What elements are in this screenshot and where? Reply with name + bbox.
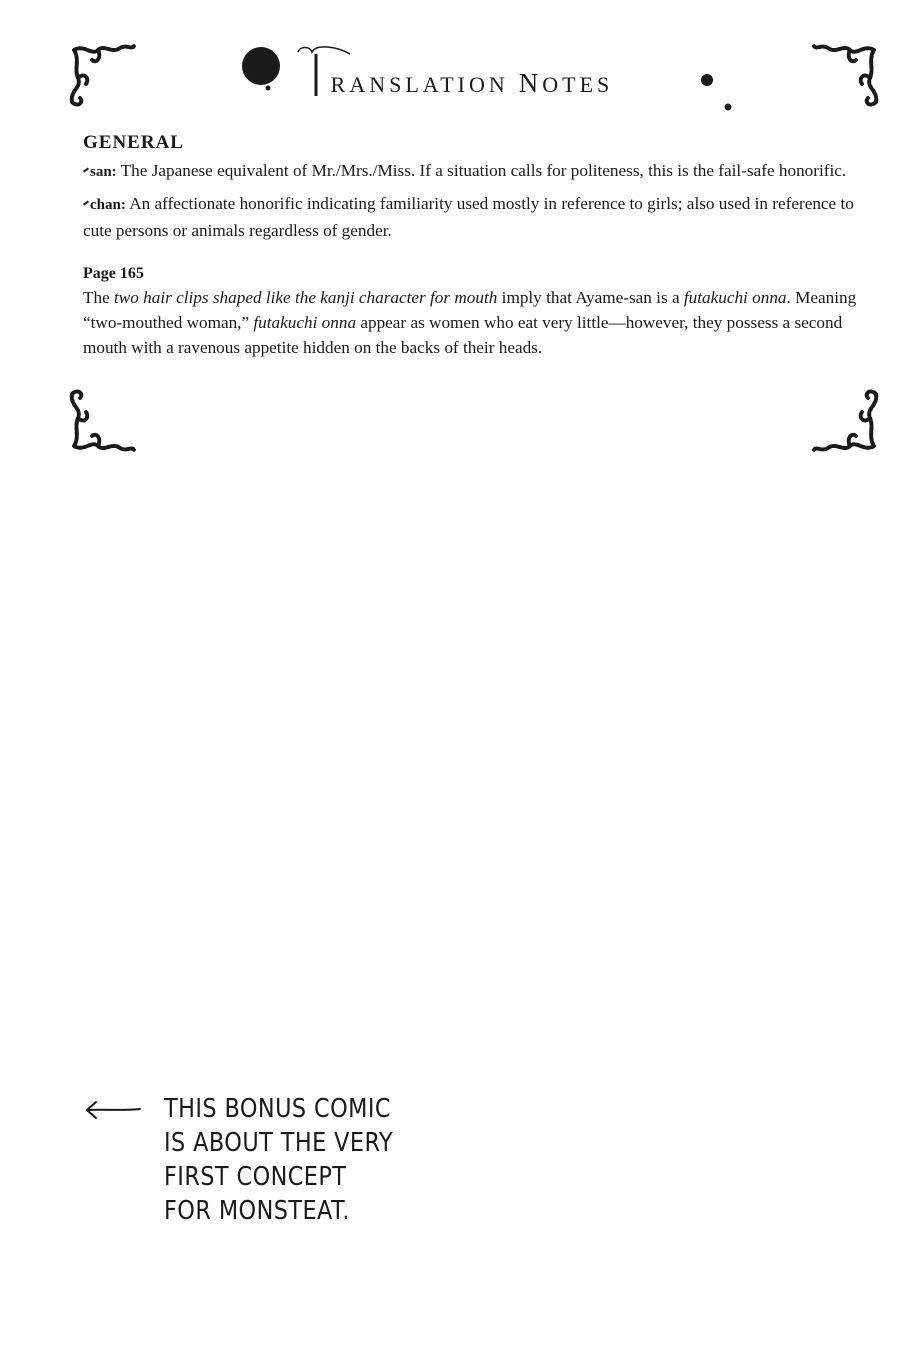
left-arrow-icon <box>84 1100 144 1120</box>
section-heading-general: GENERAL <box>83 132 184 153</box>
bonus-line: FIRST CONCEPT <box>164 1162 347 1192</box>
note-chan <box>83 191 873 243</box>
page-title <box>240 40 740 120</box>
term-san: san: <box>90 164 117 180</box>
note-text: . Meaning “two-mouthed woman,” <box>83 288 857 332</box>
dash-icon <box>83 201 89 206</box>
note-text: appear as women who eat very little—however, they possess a second mouth with a ravenous appetite hidden on the backs of their heads. <box>83 313 843 357</box>
title-text <box>312 68 613 99</box>
note-page-165 <box>83 285 873 360</box>
bonus-comic-text <box>164 1092 413 1228</box>
page-165-label: Page 165 <box>83 265 144 282</box>
note-text: The <box>83 288 115 307</box>
notes-body <box>83 132 873 366</box>
corner-flourish-bottom-left <box>68 384 138 454</box>
note-chan-text: An affectionate honorific indicating familiarity used mostly in reference to girls; also used in reference to cute persons or animals regardless of gender. <box>83 194 854 240</box>
note-text: imply that Ayame-san is a <box>497 288 684 307</box>
bonus-line: THIS BONUS COMIC <box>164 1094 391 1124</box>
bonus-comic-note <box>84 1092 444 1232</box>
rope-flourish-icon <box>810 384 880 454</box>
title-word-1: RANSLATION <box>330 72 509 97</box>
corner-flourish-top-right <box>810 42 880 112</box>
title-word-2: OTES <box>542 72 614 97</box>
bonus-line: FOR MONSTEAT. <box>164 1196 350 1226</box>
rope-flourish-icon <box>68 42 138 112</box>
note-italic: two hair clips shaped like the kanji character for mouth <box>114 288 498 307</box>
rope-flourish-icon <box>810 42 880 112</box>
rope-flourish-icon <box>68 384 138 454</box>
dash-icon <box>83 168 89 173</box>
title-initial-2: N <box>518 68 543 98</box>
note-san <box>83 158 873 185</box>
corner-flourish-bottom-right <box>810 384 880 454</box>
note-italic: futakuchi onna <box>683 288 787 307</box>
bonus-line: IS ABOUT THE VERY <box>164 1128 394 1158</box>
note-san-text: The Japanese equivalent of Mr./Mrs./Miss. If a situation calls for politeness, this is the fail-safe honorific. <box>116 161 847 180</box>
term-chan: chan: <box>90 197 126 213</box>
note-italic: futakuchi onna <box>253 313 357 332</box>
corner-flourish-top-left <box>68 42 138 112</box>
